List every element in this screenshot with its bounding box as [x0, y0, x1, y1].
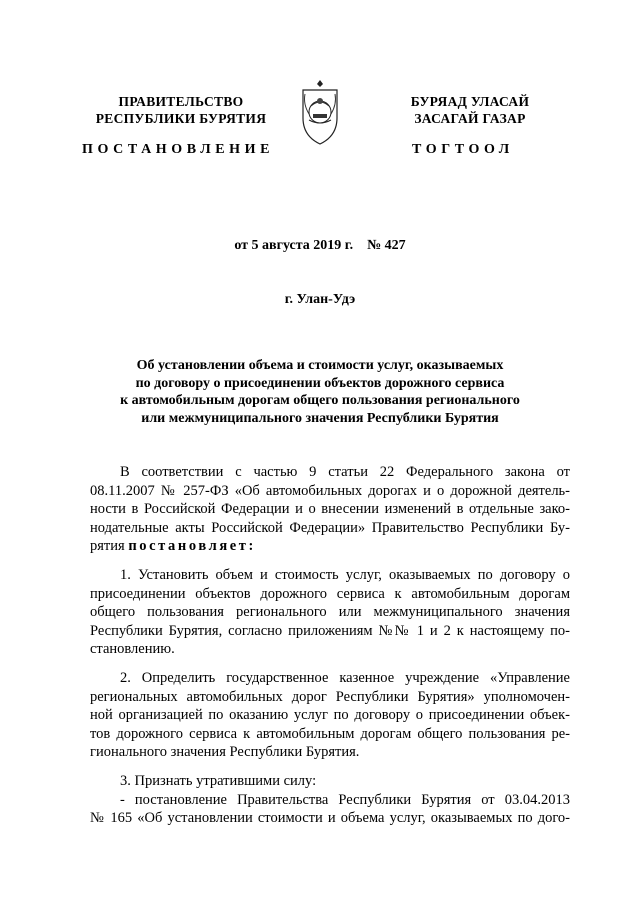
text-line: становлению. — [90, 641, 175, 658]
doc-type-left: ПОСТАНОВЛЕНИЕ — [82, 142, 275, 157]
date-line — [0, 238, 640, 254]
preamble-end: рятия — [90, 538, 125, 555]
header-left-line1: ПРАВИТЕЛЬСТВО — [118, 94, 244, 109]
header-right — [390, 93, 550, 127]
text-line: региональных автомобильных дорог Республики Бурятия» уполномочен- — [90, 688, 570, 705]
item-3-paragraph — [90, 772, 570, 828]
text-line: нодательные акты Российской Федерации» Правительство Республики Бу- — [90, 519, 570, 536]
header-left-line2: РЕСПУБЛИКИ БУРЯТИЯ — [95, 111, 267, 126]
document-title — [60, 357, 580, 427]
item-2-paragraph — [90, 669, 570, 762]
text-line: В соответствии с частью 9 статьи 22 Федерального закона от — [120, 464, 570, 480]
document-number: № 427 — [367, 238, 406, 253]
text-line: ной организацией по оказанию услуг по договору о присоединении объек- — [90, 707, 570, 724]
text-line — [90, 537, 570, 556]
text-line: - постановление Правительства Республики Бурятия от 03.04.2013 — [120, 791, 570, 808]
text-line: 3. Признать утратившими силу: — [120, 773, 317, 789]
city: г. Улан-Удэ — [284, 292, 356, 307]
title-line: к автомобильным дорогам общего пользования регионального — [120, 393, 520, 408]
title-line: или межмуниципального значения Республики Бурятия — [141, 410, 499, 426]
text-line: присоединении объектов дорожного сервиса к автомобильным дорогам — [90, 585, 570, 602]
text-line: Республики Бурятия, согласно приложениям №№ 1 и 2 к настоящему по- — [90, 622, 570, 639]
document-date: от 5 августа 2019 г. — [234, 238, 354, 253]
text-line: 08.11.2007 № 257-ФЗ «Об автомобильных дорогах и о дорожной деятель- — [90, 482, 570, 499]
text-line: ности в Российской Федерации и о внесении изменений в отдельные зако- — [90, 501, 570, 518]
text-line: общего пользования регионального или межмуниципального значения — [90, 604, 570, 621]
header-right-line1: БУРЯАД УЛАСАЙ — [410, 94, 530, 109]
text-line: гионального значения Республики Бурятия. — [90, 744, 360, 761]
text-line: тов дорожного сервиса к автомобильным дорогам общего пользования ре- — [90, 725, 570, 742]
doc-type-right: ТОГТООЛ — [412, 142, 514, 157]
resolution-keyword: постановляет: — [128, 538, 256, 555]
preamble-paragraph — [90, 463, 570, 556]
header-left — [86, 93, 276, 127]
header-right-line2: ЗАСАГАЙ ГАЗАР — [414, 111, 526, 126]
title-line: по договору о присоединении объектов дорожного сервиса — [135, 375, 505, 391]
item-1-paragraph — [90, 566, 570, 659]
text-line: 2. Определить государственное казенное учреждение «Управление — [120, 670, 570, 686]
coat-of-arms-icon — [299, 76, 341, 148]
text-line: № 165 «Об установлении стоимости и объема услуг, оказываемых по дого- — [90, 810, 570, 827]
title-line: Об установлении объема и стоимости услуг, оказываемых — [136, 358, 504, 373]
text-line: 1. Установить объем и стоимость услуг, оказываемых по договору о — [120, 567, 570, 583]
